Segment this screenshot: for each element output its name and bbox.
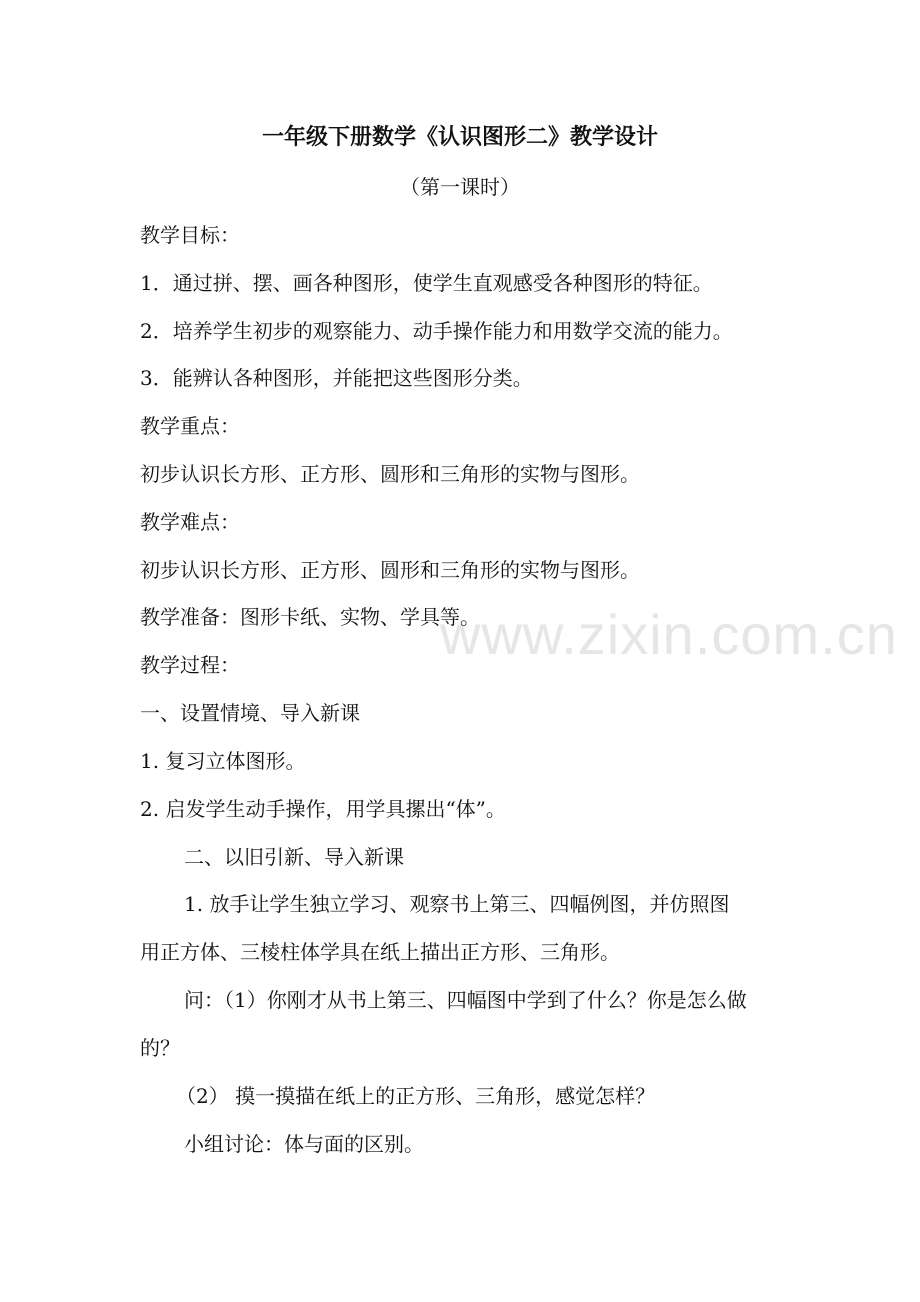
objective-3: 3．能辨认各种图形，并能把这些图形分类。	[140, 366, 533, 390]
section-1-heading: 一、设置情境、导入新课	[140, 701, 360, 725]
heading-key-points: 教学重点：	[140, 414, 240, 438]
document-title: 一年级下册数学《认识图形二》教学设计	[261, 124, 658, 150]
heading-process: 教学过程：	[140, 653, 240, 677]
heading-difficulties: 教学难点：	[140, 510, 240, 534]
section-2-heading: 二、以旧引新、导入新课	[184, 845, 404, 869]
section-1-item-2: 2. 启发学生动手操作，用学具摞出“体”。	[140, 797, 506, 821]
question-1-line-1: 问：（1）你刚才从书上第三、四幅图中学到了什么？你是怎么做	[184, 988, 747, 1012]
watermark: www.zixin.com.cn	[440, 603, 898, 666]
section-1-item-1: 1. 复习立体图形。	[140, 749, 306, 773]
document-subtitle: （第一课时）	[400, 175, 520, 199]
heading-objectives: 教学目标：	[140, 223, 240, 247]
difficulties-text: 初步认识长方形、正方形、圆形和三角形的实物与图形。	[140, 558, 640, 582]
objective-1: 1．通过拼、摆、画各种图形，使学生直观感受各种图形的特征。	[140, 271, 713, 295]
section-2-item-1-line-1: 1. 放手让学生独立学习、观察书上第三、四幅例图，并仿照图	[184, 892, 730, 916]
key-points-text: 初步认识长方形、正方形、圆形和三角形的实物与图形。	[140, 462, 640, 486]
preparation-text: 教学准备：图形卡纸、实物、学具等。	[140, 605, 480, 629]
question-1-line-2: 的？	[140, 1036, 180, 1060]
section-2-item-1-line-2: 用正方体、三棱柱体学具在纸上描出正方形、三角形。	[140, 940, 620, 964]
question-2: （2） 摸一摸描在纸上的正方形、三角形，感觉怎样？	[176, 1084, 656, 1108]
group-discussion: 小组讨论：体与面的区别。	[184, 1132, 424, 1156]
objective-2: 2．培养学生初步的观察能力、动手操作能力和用数学交流的能力。	[140, 319, 733, 343]
